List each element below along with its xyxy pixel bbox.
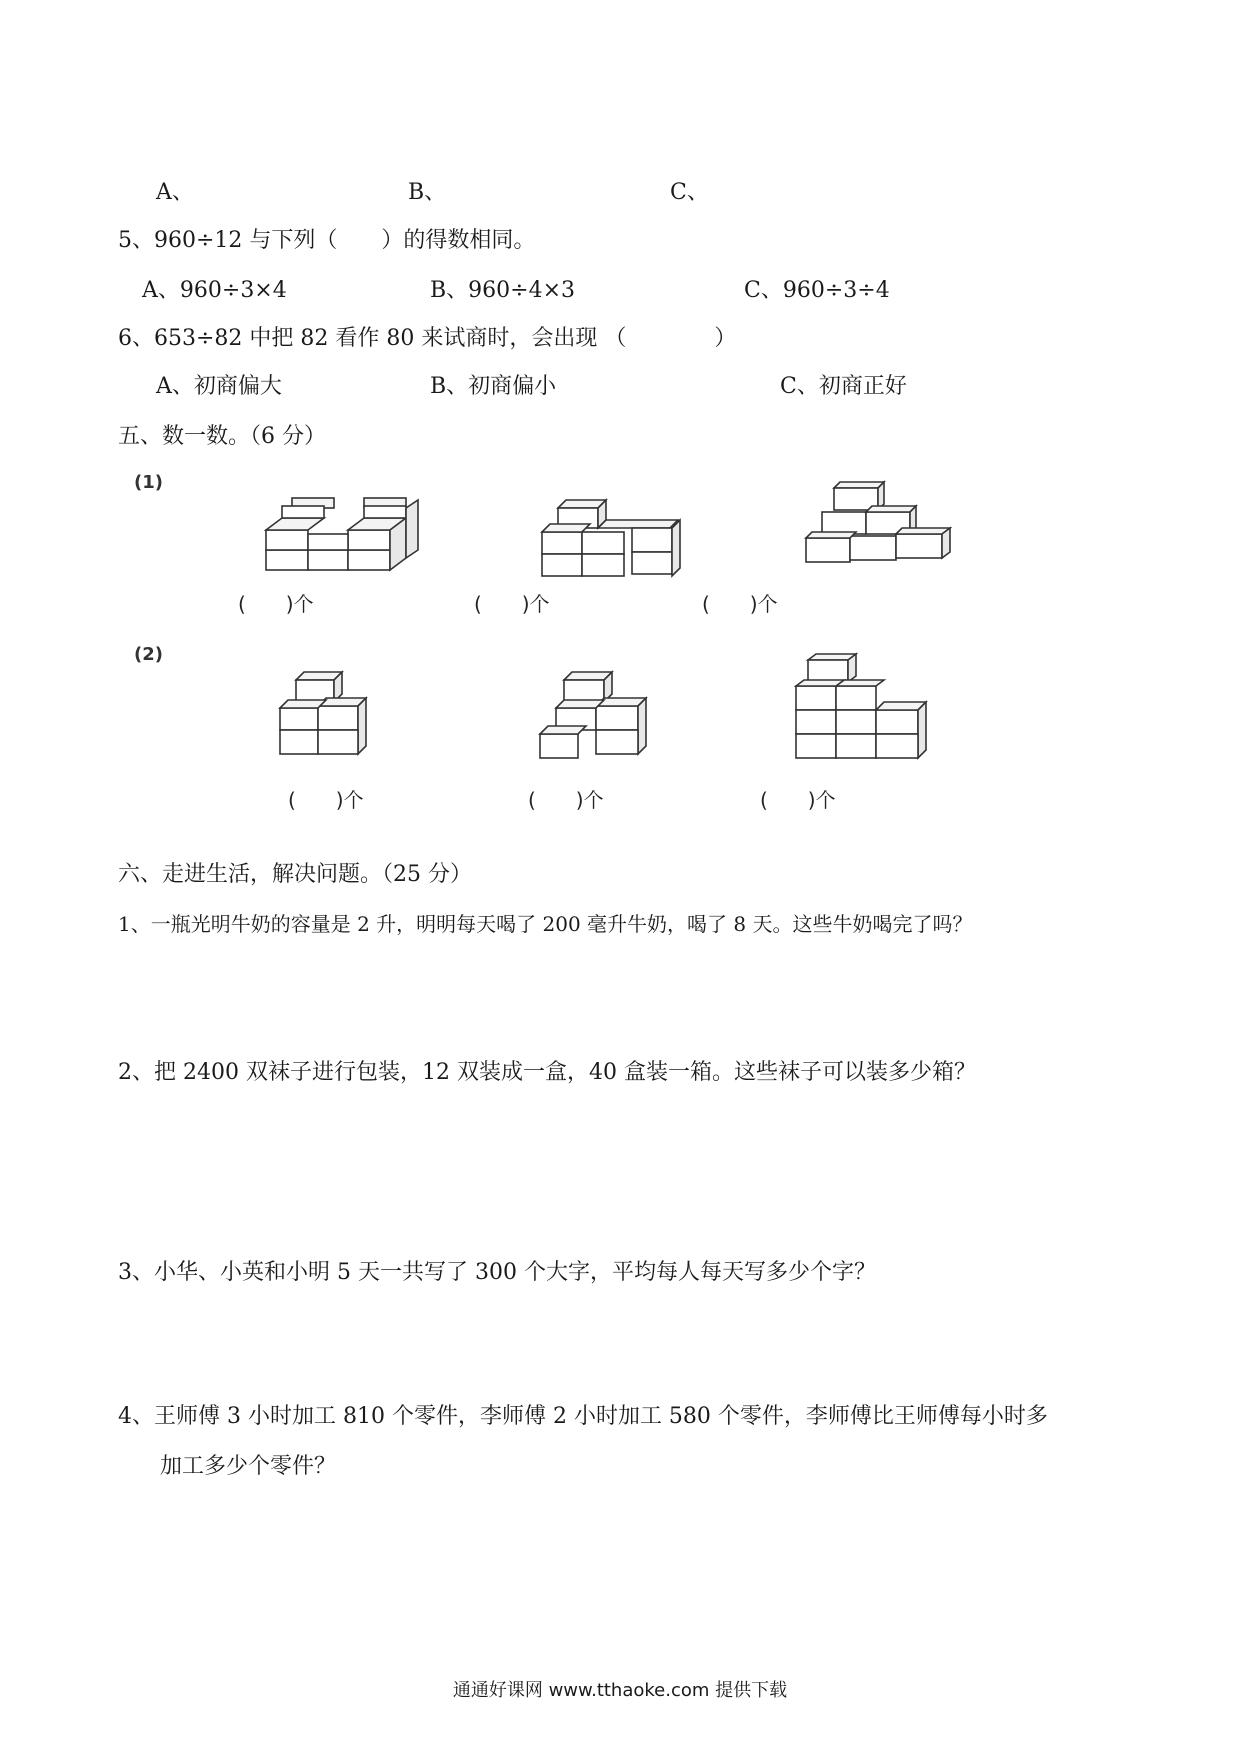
answer-blank-1-3: ( )个 [702, 592, 778, 616]
q4-option-a: A、 [156, 180, 194, 205]
q4-option-b: B、 [408, 180, 447, 205]
answer-blank-1-1: ( )个 [238, 592, 314, 616]
q4-option-c: C、 [670, 180, 709, 205]
cube-figure-2-2 [536, 670, 666, 774]
cube-figure-2-3 [792, 652, 942, 776]
answer-blank-1-2: ( )个 [474, 592, 550, 616]
q6-option-c: C、初商正好 [780, 374, 907, 399]
figure-row2-label: (2) [134, 644, 163, 665]
section6-title: 六、走进生活，解决问题。（25 分） [118, 862, 472, 887]
q5-option-b: B、960÷4×3 [430, 278, 576, 303]
problem-3: 3、小华、小英和小明 5 天一共写了 300 个大字，平均每人每天写多少个字？ [118, 1260, 876, 1285]
q5-option-c: C、960÷3÷4 [744, 278, 890, 303]
q6-stem: 6、653÷82 中把 82 看作 80 来试商时，会出现 （ ） [118, 326, 737, 351]
cube-figure-1-3 [800, 480, 960, 580]
problem-4-line2: 加工多少个零件？ [160, 1454, 337, 1479]
q6-option-b: B、初商偏小 [430, 374, 557, 399]
q6-option-a: A、初商偏大 [156, 374, 282, 399]
cube-figure-1-2 [538, 480, 688, 580]
footer-credit: 通通好课网 www.tthaoke.com 提供下载 [452, 1680, 788, 1701]
figure-row1-label: (1) [134, 472, 163, 493]
q5-option-a: A、960÷3×4 [142, 278, 287, 303]
problem-4-line1: 4、王师傅 3 小时加工 810 个零件，李师傅 2 小时加工 580 个零件，李师傅比王师傅每小时多 [118, 1404, 1048, 1429]
section5-title: 五、数一数。（6 分） [118, 424, 326, 449]
problem-2: 2、把 2400 双袜子进行包装，12 双装成一盒，40 盒装一箱。这些袜子可以装多少箱？ [118, 1060, 976, 1085]
answer-blank-2-3: ( )个 [760, 788, 836, 812]
cube-figure-2-1 [276, 670, 396, 774]
q5-stem: 5、960÷12 与下列（ ）的得数相同。 [118, 228, 536, 253]
answer-blank-2-1: ( )个 [288, 788, 364, 812]
answer-blank-2-2: ( )个 [528, 788, 604, 812]
cube-figure-1-1 [258, 492, 428, 572]
problem-1: 1、一瓶光明牛奶的容量是 2 升，明明每天喝了 200 毫升牛奶，喝了 8 天。这些牛奶喝完了吗？ [118, 912, 973, 936]
